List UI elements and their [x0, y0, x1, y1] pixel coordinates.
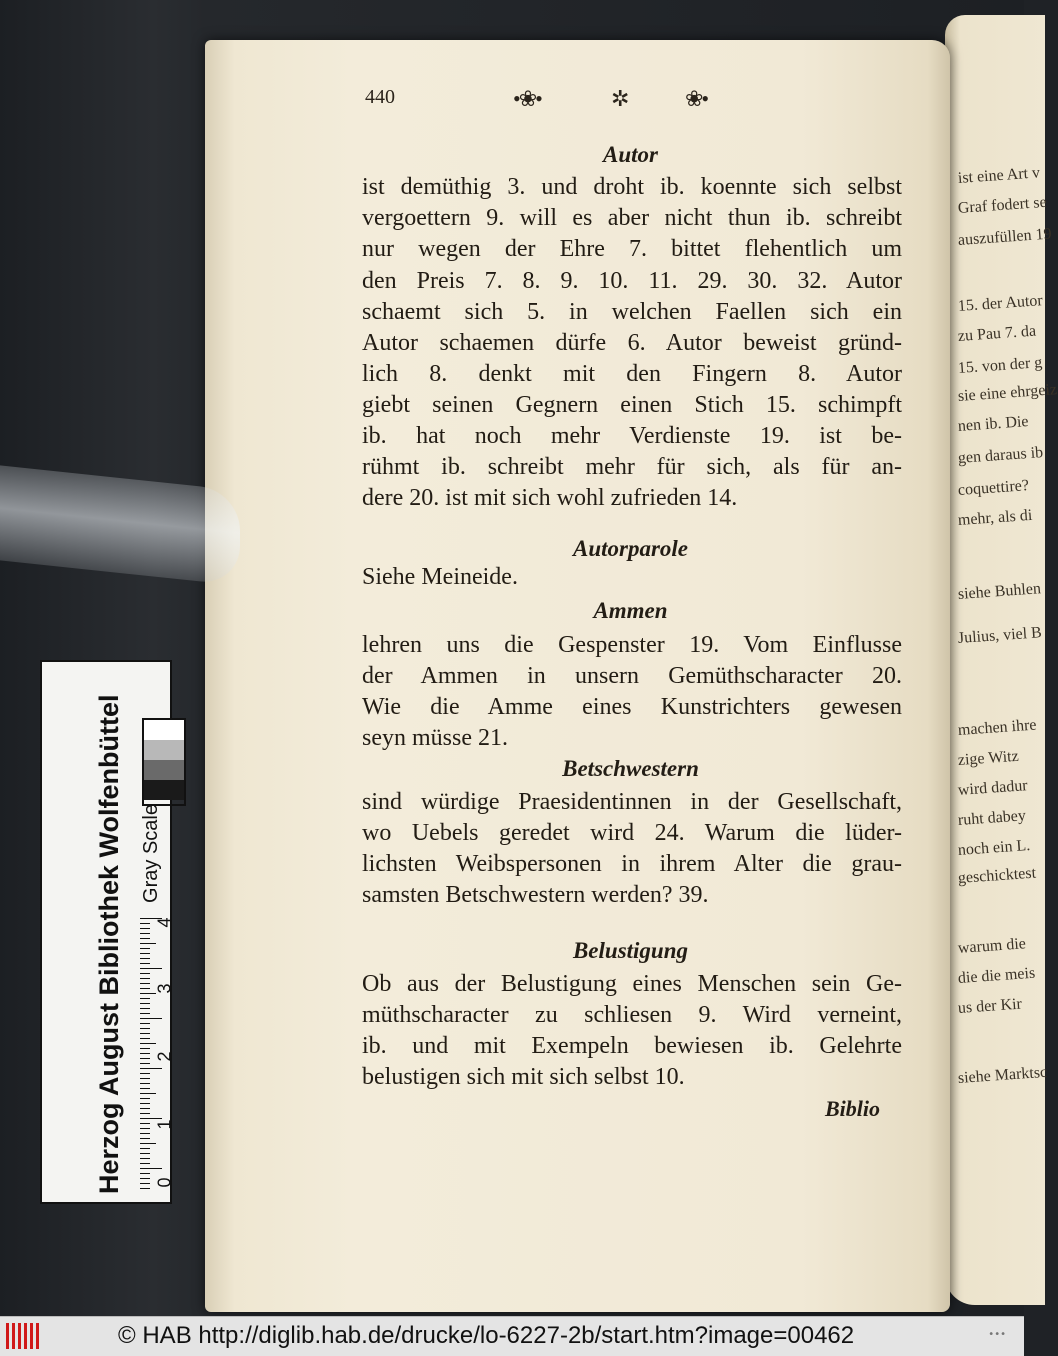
- gray-swatches: [142, 718, 186, 806]
- ruler-tick: [140, 1183, 150, 1184]
- ornament-right-icon: ❀•: [685, 86, 708, 111]
- entry-line: lich 8. denkt mit den Fingern 8. Autor: [362, 361, 902, 387]
- ruler-tick: [140, 933, 150, 934]
- facing-page-line: sie eine ehrgeiz: [957, 381, 1058, 405]
- ruler-tick: [140, 1138, 150, 1139]
- facing-page-line: warum die: [957, 935, 1027, 957]
- entry-line: rühmt ib. schreibt mehr für sich, als für an-: [362, 454, 902, 480]
- swatch: [144, 720, 184, 740]
- ruler-tick: [140, 983, 150, 984]
- headword-betschwestern: Betschwestern: [562, 756, 699, 781]
- ruler-tick: [140, 948, 150, 949]
- ruler-tick: [140, 1098, 150, 1099]
- gray-scale-card: [40, 660, 175, 1204]
- ruler-number: 3: [154, 983, 175, 994]
- ruler-tick: [140, 1033, 150, 1034]
- facing-page-line: zu Pau 7. da: [957, 322, 1037, 345]
- ornament-left-icon: •❀•: [513, 86, 541, 111]
- ruler-tick: [140, 1173, 150, 1174]
- entry-line: der Ammen in unsern Gemüthscharacter 20.: [362, 663, 902, 689]
- ruler-tick: [140, 1008, 150, 1009]
- ruler-tick: [140, 1143, 156, 1144]
- catchword: Biblio: [825, 1096, 881, 1121]
- ornament-center-icon: ✲: [611, 86, 628, 111]
- ruler-number: 1: [154, 1119, 175, 1130]
- entry-line: müthscharacter zu schliesen 9. Wird verneint,: [362, 1002, 902, 1028]
- entry-line: Wie die Amme eines Kunstrichters gewesen: [362, 694, 902, 720]
- ruler-tick: [140, 1073, 150, 1074]
- entry-line: den Preis 7. 8. 9. 10. 11. 29. 30. 32. Autor: [362, 268, 902, 294]
- ruler-tick: [140, 1093, 156, 1094]
- headword-autor: Autor: [603, 142, 658, 167]
- ruler-tick: [140, 1178, 150, 1179]
- page-header: [365, 86, 905, 116]
- ruler-tick: [140, 953, 150, 954]
- entry-line: lichsten Weibspersonen in ihrem Alter die grau-: [362, 851, 902, 877]
- facing-page-line: ruht dabey: [957, 807, 1027, 829]
- facing-page-line: zige Witz: [957, 747, 1020, 769]
- ruler-number: 0: [154, 1177, 175, 1188]
- entry-line: Autor schaemen dürfe 6. Autor beweist gründ-: [362, 330, 902, 356]
- swatch: [144, 740, 184, 760]
- ruler-tick: [140, 1168, 162, 1169]
- copyright-url[interactable]: © HAB http://diglib.hab.de/drucke/lo-6227-2b/start.htm?image=00462: [118, 1322, 855, 1349]
- ruler-tick: [140, 1123, 150, 1124]
- facing-page-line: geschicktest: [957, 864, 1037, 887]
- ruler-tick: [140, 1038, 150, 1039]
- facing-page-line: nen ib. Die: [957, 413, 1030, 435]
- entry-line: dere 20. ist mit sich wohl zufrieden 14.: [362, 485, 738, 511]
- more-icon: •••: [988, 1329, 1006, 1340]
- facing-page-line: wird dadur: [957, 777, 1029, 799]
- entry-line: sind würdige Praesidentinnen in der Gesellschaft,: [362, 789, 902, 815]
- ruler-tick: [140, 1113, 150, 1114]
- entry-line: vergoettern 9. will es aber nicht thun ib. schreibt: [362, 205, 902, 231]
- ruler-tick: [140, 1153, 150, 1154]
- ruler-tick: [140, 1158, 150, 1159]
- headword-autorparole: Autorparole: [572, 536, 689, 561]
- facing-page-line: Julius, viel B: [957, 624, 1043, 647]
- ruler-tick: [140, 1013, 150, 1014]
- entry-line: ib. hat noch mehr Verdienste 19. ist be-: [362, 423, 902, 449]
- ruler-tick: [140, 1188, 150, 1189]
- ruler-tick: [140, 1163, 150, 1164]
- facing-page-line: machen ihre: [957, 716, 1037, 739]
- facing-page-line: die die meis: [957, 964, 1036, 987]
- ruler-tick: [140, 1083, 150, 1084]
- ruler-tick: [140, 978, 150, 979]
- entry-line: giebt seinen Gegnern einen Stich 15. schimpft: [362, 392, 902, 418]
- ruler-tick: [140, 973, 150, 974]
- footer-bar: [0, 1316, 1024, 1356]
- facing-page-line: mehr, als di: [957, 506, 1033, 529]
- entry-line: lehren uns die Gespenster 19. Vom Einflusse: [362, 632, 902, 658]
- ruler-tick: [140, 1018, 162, 1019]
- entry-line: belustigen sich mit sich selbst 10.: [362, 1064, 685, 1090]
- entry-line: wo Uebels geredet wird 24. Warum die lüder-: [362, 820, 902, 846]
- ruler-tick: [140, 943, 156, 944]
- ruler-tick: [140, 1078, 150, 1079]
- ruler-tick: [140, 1133, 150, 1134]
- facing-page-line: coquettire?: [957, 477, 1030, 499]
- swatch: [144, 780, 184, 800]
- ruler-tick: [140, 1023, 150, 1024]
- entry-line: Siehe Meineide.: [362, 564, 518, 590]
- ruler-tick: [140, 1063, 150, 1064]
- swatch: [144, 760, 184, 780]
- facing-page-line: 15. von der g: [957, 354, 1043, 377]
- ruler-tick: [140, 923, 150, 924]
- page-number: 440: [365, 86, 395, 108]
- ruler-tick: [140, 1068, 162, 1069]
- ruler-tick: [140, 1108, 150, 1109]
- entry-line: seyn müsse 21.: [362, 725, 508, 751]
- facing-page-line: Graf fodert se: [957, 193, 1048, 217]
- ruler-tick: [140, 1088, 150, 1089]
- ruler-tick: [140, 1053, 150, 1054]
- ruler-tick: [140, 1043, 156, 1044]
- facing-page-line: gen daraus ib: [957, 444, 1044, 467]
- facing-page-line: ist eine Art v: [957, 164, 1041, 187]
- ruler-tick: [140, 1048, 150, 1049]
- entry-line: samsten Betschwestern werden? 39.: [362, 882, 709, 908]
- ruler-number: 4: [154, 917, 175, 928]
- ruler-tick: [140, 1148, 150, 1149]
- ruler-tick: [140, 963, 150, 964]
- entry-line: nur wegen der Ehre 7. bittet flehentlich um: [362, 236, 902, 262]
- entry-line: ib. und mit Exempeln bewiesen ib. Gelehrte: [362, 1033, 902, 1059]
- ruler-tick: [140, 998, 150, 999]
- ruler-tick: [140, 1003, 150, 1004]
- ruler-number: 2: [154, 1051, 175, 1062]
- ruler-tick: [140, 958, 150, 959]
- headword-ammen: Ammen: [593, 598, 668, 623]
- facing-page-line: siehe Marktsc: [957, 1063, 1048, 1087]
- library-title: Herzog August Bibliothek Wolfenbüttel: [94, 694, 124, 1194]
- ruler-tick: [140, 988, 150, 989]
- headword-belustigung: Belustigung: [572, 938, 689, 963]
- entry-line: Ob aus der Belustigung eines Menschen sein Ge-: [362, 971, 902, 997]
- ruler-tick: [140, 1058, 150, 1059]
- facing-page-line: auszufüllen 19: [957, 225, 1053, 249]
- facing-page-line: us der Kir: [957, 995, 1023, 1017]
- hab-logo-icon: [6, 1323, 42, 1349]
- gray-scale-label: Gray Scale: [140, 804, 162, 903]
- facing-page-line: siehe Buhlen: [957, 580, 1042, 603]
- facing-page-line: 15. der Autor: [957, 292, 1044, 315]
- ruler-tick: [140, 928, 150, 929]
- ruler-tick: [140, 1103, 150, 1104]
- ruler-tick: [140, 938, 150, 939]
- entry-line: ist demüthig 3. und droht ib. koennte sich selbst: [362, 174, 902, 200]
- entry-line: schaemt sich 5. in welchen Faellen sich ein: [362, 299, 902, 325]
- facing-page-line: noch ein L.: [957, 836, 1031, 859]
- ruler-tick: [140, 1128, 150, 1129]
- ruler-tick: [140, 968, 162, 969]
- ruler-tick: [140, 1028, 150, 1029]
